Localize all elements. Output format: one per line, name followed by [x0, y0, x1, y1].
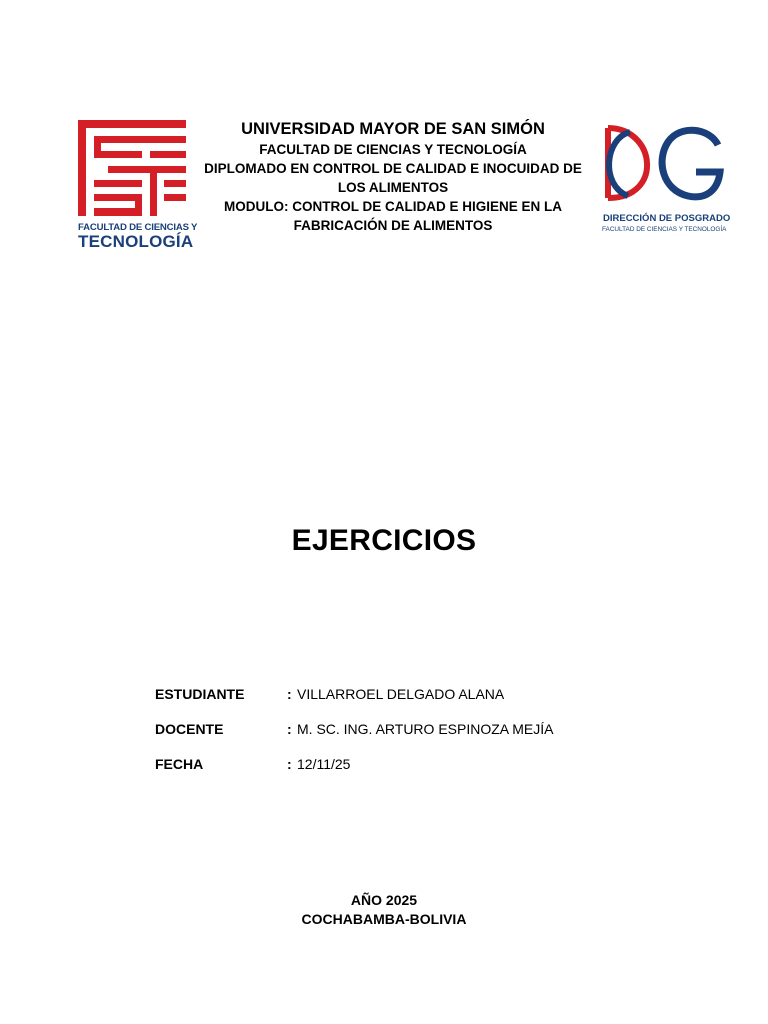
module-line-2: FABRICACIÓN DE ALIMENTOS	[293, 218, 493, 233]
document-title: EJERCICIOS	[291, 524, 477, 557]
posgrado-logo-caption-top: DIRECCIÓN DE POSGRADO	[603, 213, 731, 224]
fcyt-logo	[78, 120, 198, 252]
footer-year: AÑO 2025	[350, 892, 418, 908]
diploma-line-2: LOS ALIMENTOS	[337, 180, 449, 195]
date-value: 12/11/25	[297, 756, 351, 772]
fcyt-logo-mark	[78, 120, 188, 220]
university-name: UNIVERSIDAD MAYOR DE SAN SIMÓN	[241, 120, 545, 138]
student-colon: :	[287, 686, 292, 702]
date-label: FECHA	[155, 756, 204, 772]
document-header	[195, 118, 591, 235]
diploma-line-1: DIPLOMADO EN CONTROL DE CALIDAD E INOCUIDAD DE	[204, 161, 582, 176]
posgrado-logo-caption-bottom: FACULTAD DE CIENCIAS Y TECNOLOGÍA	[602, 226, 727, 233]
document-footer	[0, 891, 768, 929]
teacher-colon: :	[287, 721, 292, 737]
posgrado-logo-mark	[600, 120, 730, 210]
student-label: ESTUDIANTE	[155, 686, 245, 702]
date-colon: :	[287, 756, 292, 772]
posgrado-logo	[600, 120, 730, 240]
teacher-label: DOCENTE	[155, 721, 224, 737]
fcyt-logo-caption-bottom: TECNOLOGÍA	[78, 232, 194, 251]
fcyt-logo-caption-top: FACULTAD DE CIENCIAS Y	[78, 222, 198, 233]
student-value: VILLARROEL DELGADO ALANA	[297, 686, 505, 702]
module-line-1: MODULO: CONTROL DE CALIDAD E HIGIENE EN LA	[223, 199, 562, 214]
faculty-name: FACULTAD DE CIENCIAS Y TECNOLOGÍA	[259, 142, 527, 157]
footer-place: COCHABAMBA-BOLIVIA	[301, 911, 467, 927]
teacher-value: M. SC. ING. ARTURO ESPINOZA MEJÍA	[297, 721, 554, 737]
